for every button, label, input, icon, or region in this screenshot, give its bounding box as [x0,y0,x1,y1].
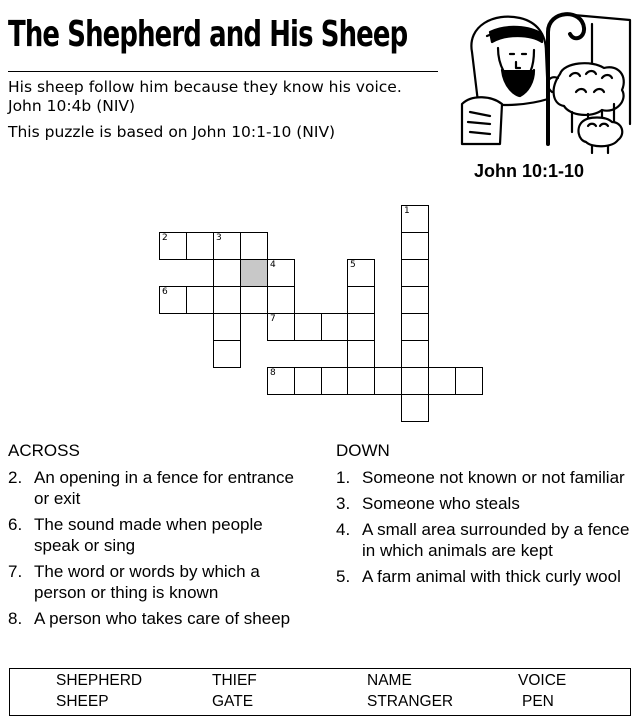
crossword-cell[interactable] [267,259,295,287]
crossword-cell[interactable] [213,286,241,314]
crossword-cell[interactable] [267,367,295,395]
word-bank-item: PEN [522,693,554,710]
word-bank-item: STRANGER [367,693,454,710]
crossword-cell[interactable] [401,367,429,395]
clue-item: 1. Someone not known or not familiar [336,468,625,487]
word-bank [9,668,631,716]
crossword-cell[interactable] [401,340,429,368]
crossword-cell[interactable] [321,367,349,395]
word-bank-item: GATE [212,693,254,710]
crossword-cell[interactable] [159,286,187,314]
crossword-cell[interactable] [374,367,402,395]
clue-number: 3 [216,233,222,243]
crossword-cell[interactable] [240,286,268,314]
crossword-cell[interactable] [267,313,295,341]
crossword-cell[interactable] [186,232,214,260]
clue-number: 5 [350,260,356,270]
clue-item: 8. A person who takes care of sheep [8,609,291,628]
clue-item: 5. A farm animal with thick curly wool [336,567,621,586]
crossword-cell[interactable] [159,232,187,260]
crossword-cell[interactable] [213,232,241,260]
crossword-cell[interactable] [213,259,241,287]
memory-verse [8,78,402,116]
crossword-cell[interactable] [401,286,429,314]
clue-item: 4. A small area surrounded by a fence in which animals are kept [336,520,630,560]
crossword-cell[interactable] [455,367,483,395]
crossword-cell[interactable] [347,340,375,368]
crossword-cell[interactable] [347,367,375,395]
crossword-cell[interactable] [401,205,429,233]
clue-number: 6 [162,287,168,297]
across-heading: ACROSS [8,441,80,460]
clue-number: 8 [270,368,276,378]
crossword-cell[interactable] [347,313,375,341]
clue-number: 2 [162,233,168,243]
crossword-cell[interactable] [213,340,241,368]
clue-number: 4 [270,260,276,270]
crossword-cell[interactable] [428,367,456,395]
clue-number: 7 [270,314,276,324]
clue-item: 7. The word or words by which a person or thing is known [8,562,260,602]
verse-reference: John 10:4b (NIV) [8,97,136,115]
clue-item: 3. Someone who steals [336,494,520,513]
clue-number: 1 [404,206,410,216]
crossword-cell[interactable] [186,286,214,314]
crossword-cell[interactable] [267,286,295,314]
down-heading: DOWN [336,441,390,460]
clue-item: 6. The sound made when people speak or sing [8,515,263,555]
crossword-cell[interactable] [240,232,268,260]
crossword-cell[interactable] [294,367,322,395]
clue-item: 2. An opening in a fence for entrance or exit [8,468,294,508]
word-bank-item: THIEF [212,672,257,689]
crossword-cell[interactable] [401,394,429,422]
scripture-reference: John 10:1-10 [474,161,585,181]
word-bank-item: SHEEP [56,693,109,710]
based-on-note: This puzzle is based on John 10:1-10 (NIV) [8,123,336,141]
title-divider [8,71,438,72]
crossword-cell[interactable] [401,313,429,341]
crossword-cell[interactable] [347,259,375,287]
word-bank-item: NAME [367,672,412,689]
crossword-cell[interactable] [294,313,322,341]
crossword-cell[interactable] [347,286,375,314]
word-bank-item: SHEPHERD [56,672,143,689]
crossword-cell[interactable] [213,313,241,341]
crossword-cell[interactable] [401,232,429,260]
shepherd-with-sheep-icon [442,4,634,154]
across-clues [8,467,308,634]
crossword-cell[interactable] [401,259,429,287]
word-bank-item: VOICE [518,672,567,689]
page-title: The Shepherd and His Sheep [8,14,408,55]
verse-text: His sheep follow him because they know his voice. [8,78,402,96]
crossword-cell[interactable] [321,313,349,341]
crossword-cell-shaded [240,259,268,287]
down-clues [336,467,634,592]
